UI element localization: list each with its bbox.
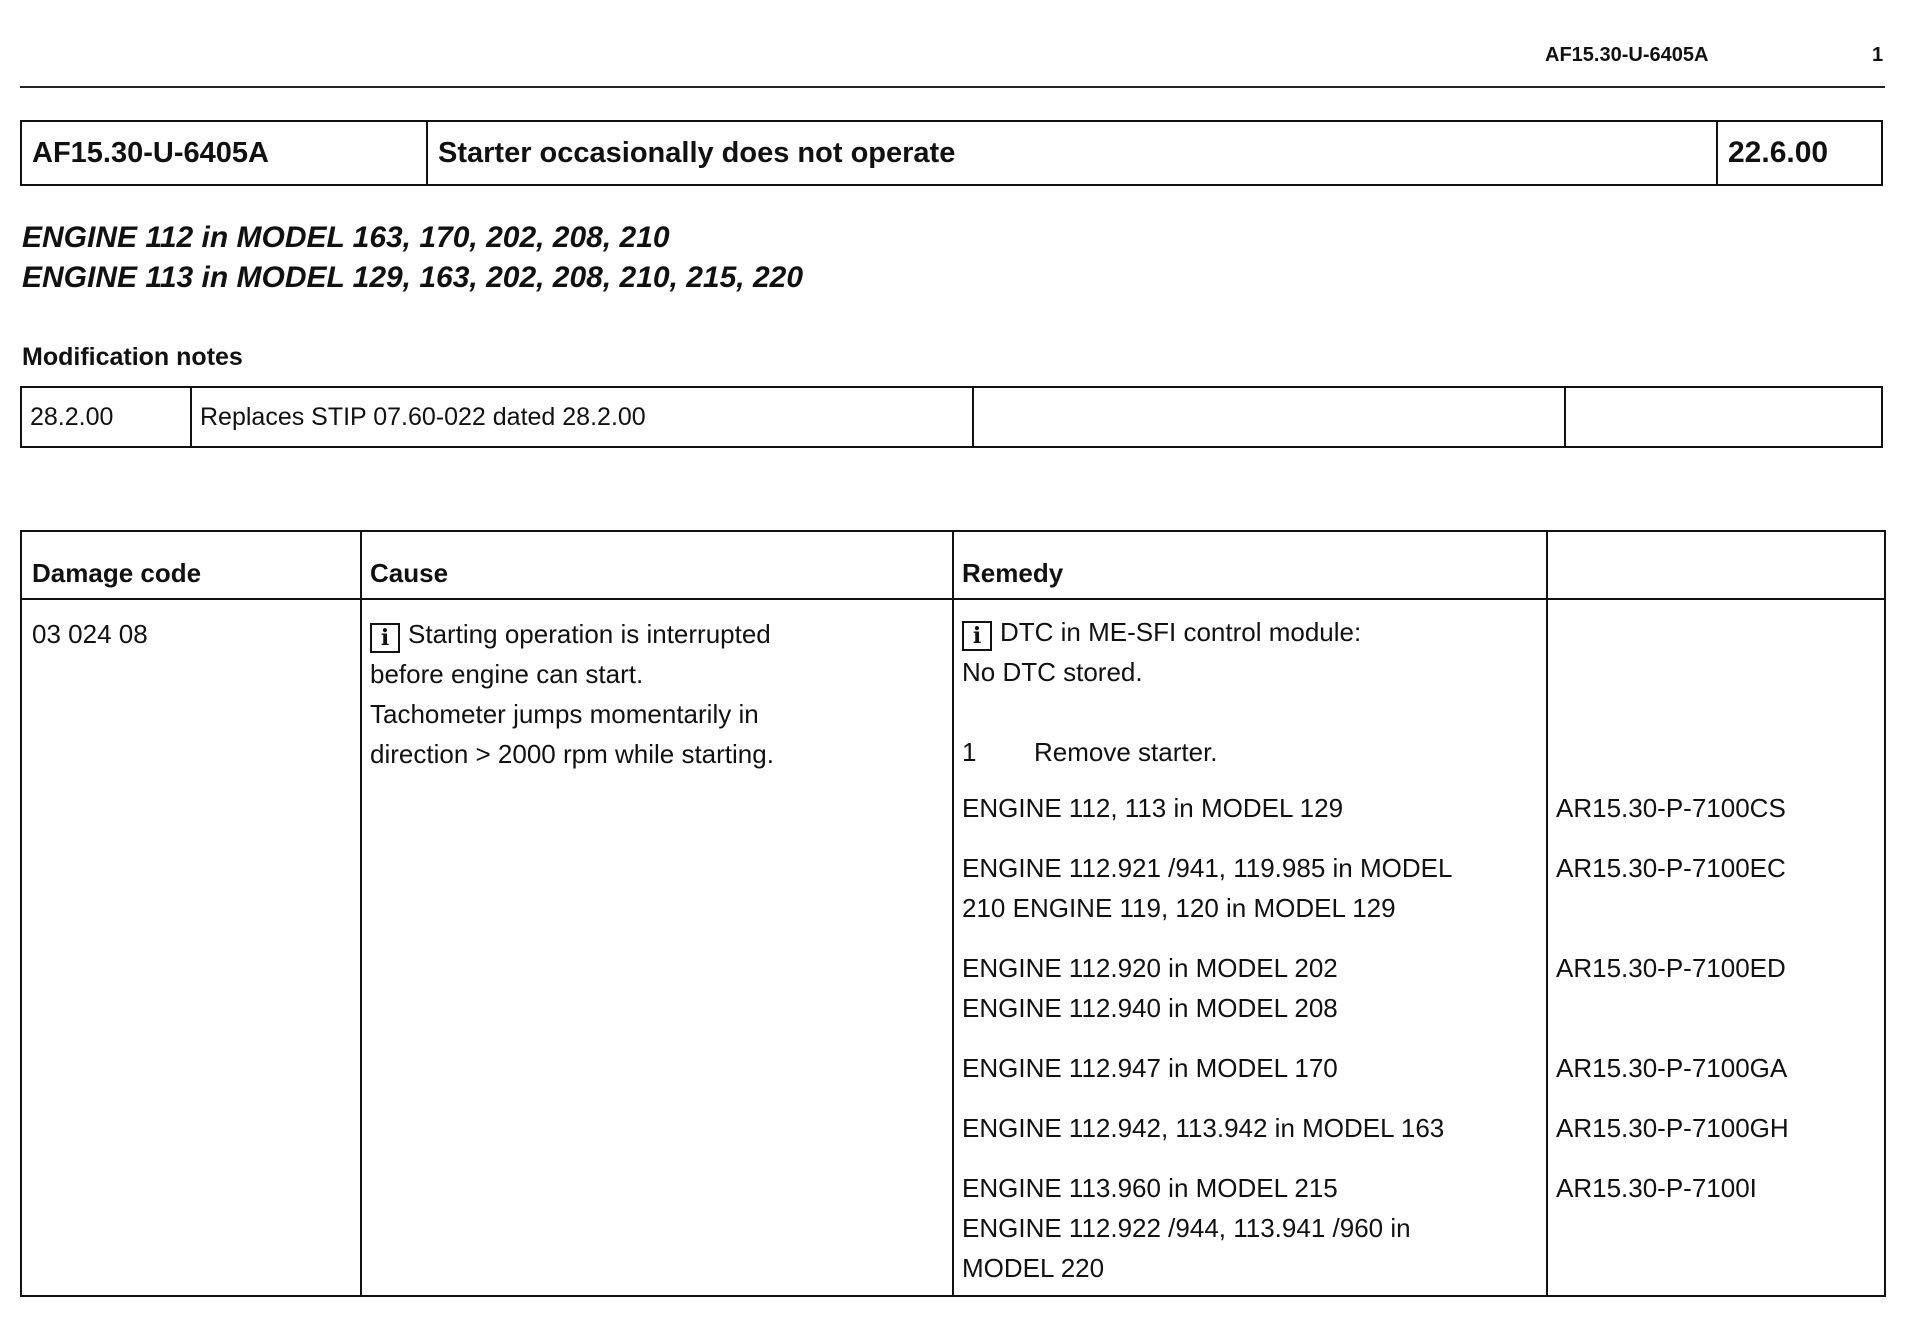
remedy-row-text: ENGINE 112, 113 in MODEL 129 [962, 793, 1344, 823]
mod-text: Replaces STIP 07.60-022 dated 28.2.00 [192, 388, 974, 446]
cause-text [370, 614, 774, 774]
cause-line: Tachometer jumps momentarily in [370, 699, 759, 729]
modification-notes-table [20, 386, 1883, 448]
engine-line: ENGINE 113 in MODEL 129, 163, 202, 208, 210, 215, 220 [22, 261, 804, 294]
mod-date: 28.2.00 [22, 388, 192, 446]
mod-empty-cell [1566, 388, 1881, 446]
header-page-number: 1 [1872, 44, 1884, 66]
cause-line: before engine can start. [370, 659, 644, 689]
remedy-row-reference: AR15.30-P-7100I [1556, 1173, 1757, 1203]
header-remedy: Remedy [962, 558, 1064, 588]
remedy-row-reference: AR15.30-P-7100CS [1556, 793, 1786, 823]
header-rule [20, 86, 1885, 88]
page-header [0, 40, 1906, 70]
remedy-row-reference: AR15.30-P-7100GA [1556, 1053, 1788, 1083]
title-table [20, 120, 1883, 186]
remedy-row-reference: AR15.30-P-7100ED [1556, 953, 1786, 983]
column-divider [1546, 532, 1548, 1295]
damage-remedy-table [20, 530, 1886, 1297]
engine-applicability [22, 218, 803, 298]
remedy-row-reference: AR15.30-P-7100GH [1556, 1113, 1789, 1143]
modification-notes-label: Modification notes [22, 343, 243, 371]
remedy-row-text: ENGINE 112.947 in MODEL 170 [962, 1053, 1338, 1083]
remedy-row-text: ENGINE 113.960 in MODEL 215 ENGINE 112.922 /944, 113.941 /960 in MODEL 220 [962, 1173, 1411, 1283]
remedy-intro-line: No DTC stored. [962, 657, 1143, 687]
remedy-row-reference: AR15.30-P-7100EC [1556, 853, 1786, 883]
remedy-intro [962, 612, 1361, 692]
column-divider [360, 532, 362, 1295]
cause-line: direction > 2000 rpm while starting. [370, 739, 774, 769]
remedy-row-text: ENGINE 112.920 in MODEL 202 ENGINE 112.940 in MODEL 208 [962, 953, 1338, 1023]
header-row-divider [22, 598, 1884, 600]
header-doc-code: AF15.30-U-6405A [1545, 44, 1709, 66]
step-text: Remove starter. [1034, 737, 1218, 767]
mod-empty-cell [974, 388, 1566, 446]
remedy-step [962, 732, 1218, 772]
info-icon: i [962, 621, 992, 651]
cause-line: i Starting operation is interrupted [370, 614, 774, 654]
remedy-row-text: ENGINE 112.942, 113.942 in MODEL 163 [962, 1113, 1445, 1143]
damage-code-value: 03 024 08 [32, 619, 148, 649]
engine-line: ENGINE 112 in MODEL 163, 170, 202, 208, 210 [22, 221, 670, 254]
title-text: Starter occasionally does not operate [428, 122, 1718, 184]
header-damage-code: Damage code [32, 558, 202, 588]
title-code: AF15.30-U-6405A [22, 122, 428, 184]
column-divider [952, 532, 954, 1295]
remedy-row-text: ENGINE 112.921 /941, 119.985 in MODEL 210 ENGINE 119, 120 in MODEL 129 [962, 853, 1453, 923]
title-date: 22.6.00 [1728, 136, 1829, 169]
step-number: 1 [962, 737, 977, 767]
info-icon: i [370, 623, 400, 653]
header-cause: Cause [370, 558, 449, 588]
remedy-intro-line: i DTC in ME-SFI control module: [962, 612, 1361, 652]
